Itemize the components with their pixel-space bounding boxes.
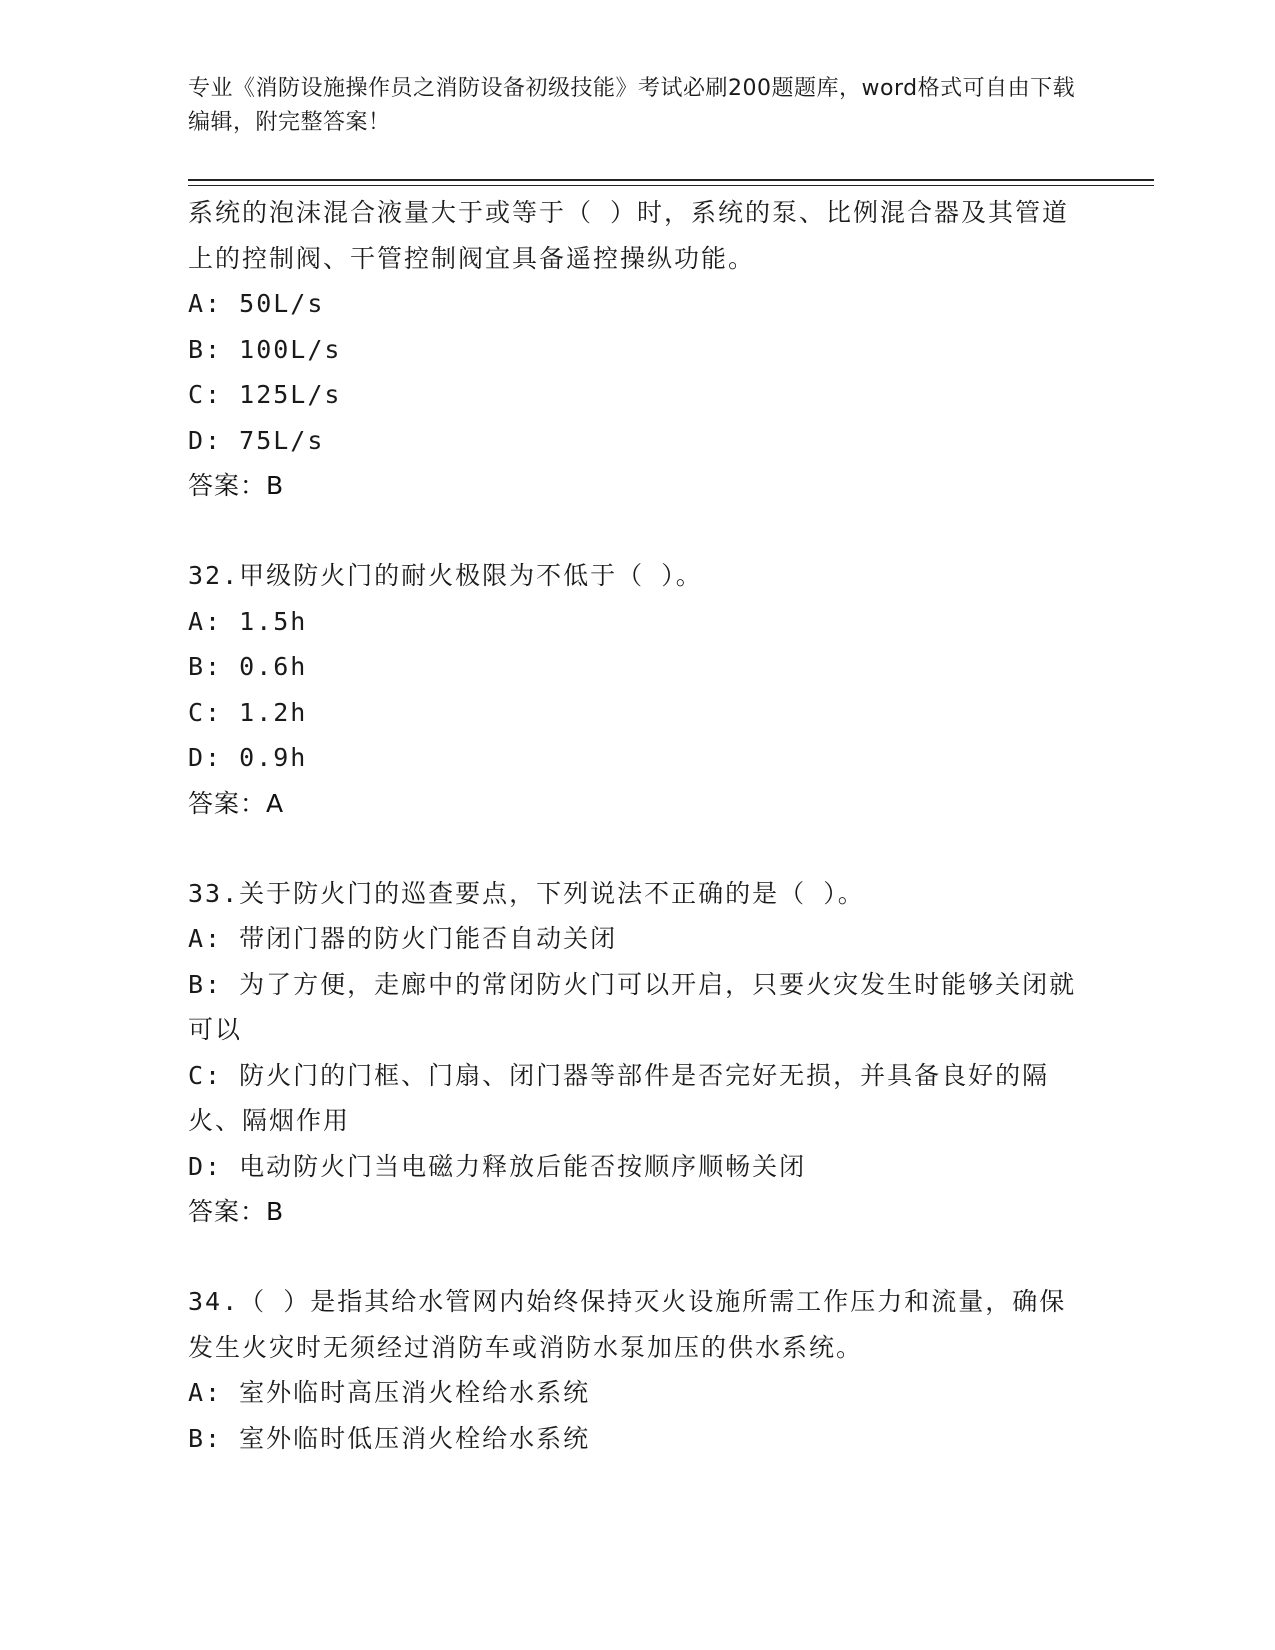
question-block [188,553,1088,826]
option-b: B: 为了方便，走廊中的常闭防火门可以开启，只要火灾发生时能够关闭就可以 [188,969,1077,1044]
answer-text: 答案：B [188,471,285,500]
question-block [188,871,1088,1235]
option-c: C: 防火门的门框、门扇、闭门器等部件是否完好无损，并具备良好的隔火、隔烟作用 [188,1060,1050,1135]
header-divider-thick [188,179,1154,181]
question-text: 32.甲级防火门的耐火极限为不低于（ ）。 [188,561,703,590]
option-b: B: 100L/s [188,334,342,364]
option-b: B: 室外临时低压消火栓给水系统 [188,1423,591,1453]
option-b: B: 0.6h [188,652,308,681]
option-a: A: 室外临时高压消火栓给水系统 [188,1378,591,1407]
header-title: 专业《消防设施操作员之消防设备初级技能》考试必刷200题题库，word格式可自由下载编辑，附完整答案！ [188,76,1076,135]
answer-text: 答案：B [188,1197,285,1226]
answer-text: 答案：A [188,788,285,818]
option-d: D: 75L/s [188,425,325,455]
question-text: 系统的泡沫混合液量大于或等于（ ）时，系统的泵、比例混合器及其管道上的控制阀、干管控制阀宜具备遥控操纵功能。 [188,198,1070,273]
option-d: D: 0.9h [188,743,308,772]
option-c: C: 125L/s [188,380,342,409]
option-a: A: 带闭门器的防火门能否自动关闭 [188,924,618,953]
header-divider-thin [188,185,1154,186]
option-a: A: 50L/s [188,289,325,318]
option-d: D: 电动防火门当电磁力释放后能否按顺序顺畅关闭 [188,1151,807,1181]
question-text: 33.关于防火门的巡查要点，下列说法不正确的是（ ）。 [188,878,865,908]
document-header [188,72,1088,140]
question-block [188,190,1088,508]
question-text: 34.（ ）是指其给水管网内始终保持灭火设施所需工作压力和流量，确保发生火灾时无须经过消防车或消防水泵加压的供水系统。 [188,1287,1067,1362]
option-c: C: 1.2h [188,697,308,727]
question-list [188,190,1088,1461]
option-a: A: 1.5h [188,606,308,636]
question-block [188,1279,1088,1461]
